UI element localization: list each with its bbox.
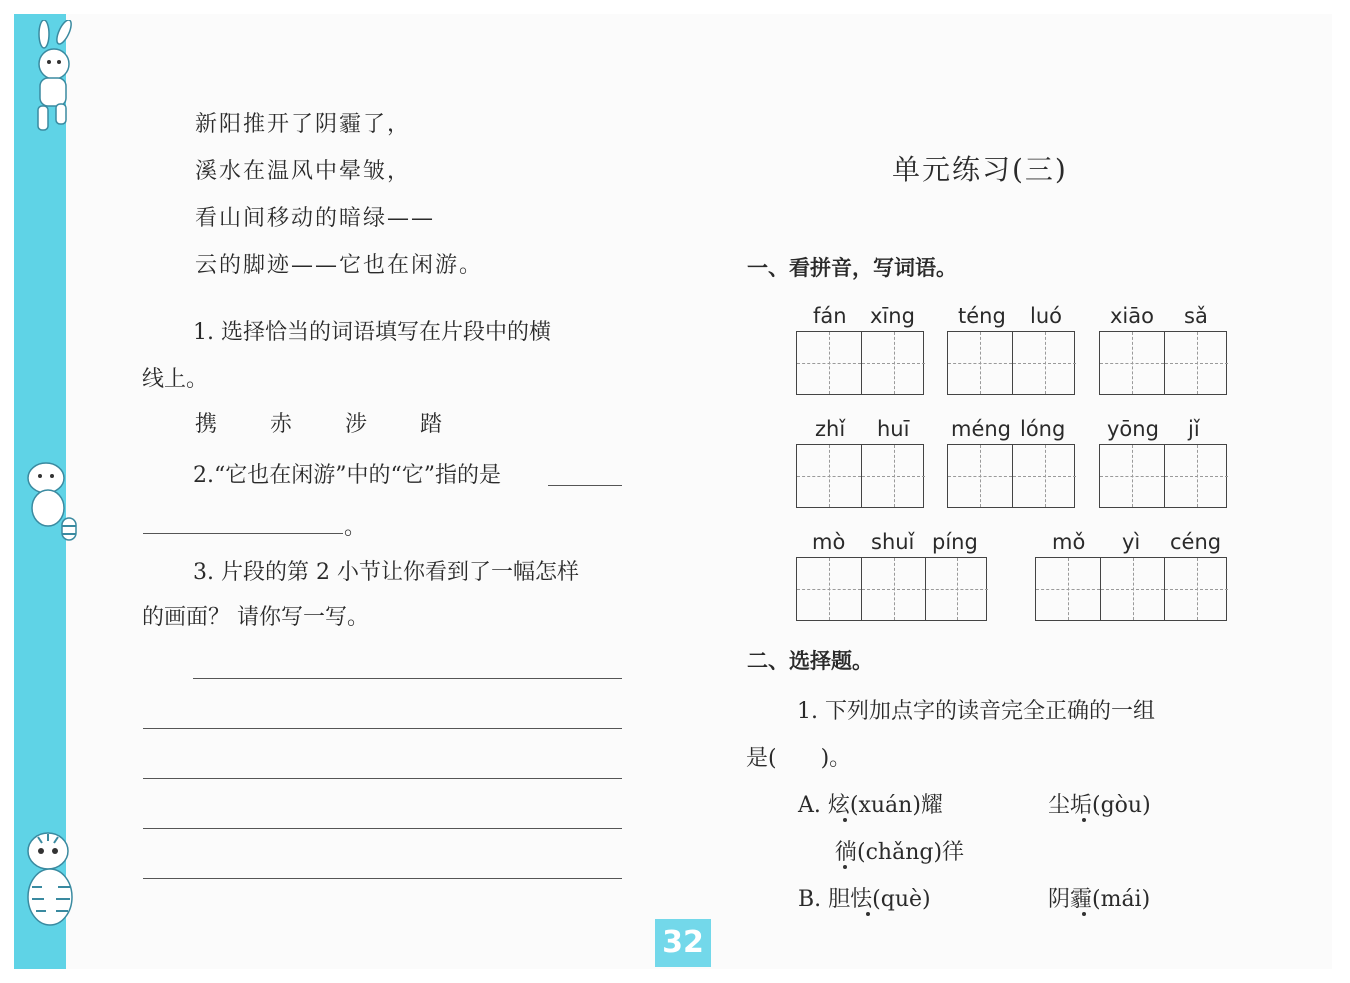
emphasis-dot [843, 818, 847, 822]
pinyin-label: zhǐ [815, 417, 846, 441]
pinyin-label: xiāo [1110, 304, 1154, 328]
writing-line[interactable] [143, 778, 622, 779]
option-b-word-1: B. 胆怯(què) [798, 887, 931, 912]
question-2-text: 2.“它也在闲游”中的“它”指的是 [193, 463, 501, 488]
word-option-1: 携 [195, 412, 218, 437]
option-a-word-1: A. 炫(xuán)耀 [798, 793, 943, 818]
pinyin-label: méng [951, 417, 1012, 441]
pinyin-label: fán [813, 304, 847, 328]
pinyin-label: yì [1122, 530, 1141, 554]
pinyin-label: mǒ [1052, 530, 1086, 554]
option-a-word-3: 徜(chǎng)徉 [835, 840, 965, 865]
pinyin-label: xīng [870, 304, 915, 328]
section-2-heading: 二、选择题。 [747, 649, 873, 673]
page-number: 32 [655, 919, 711, 967]
rabbit-mascot-icon [12, 20, 88, 140]
pinyin-label: píng [932, 530, 978, 554]
question-3-text-cont: 的画面？ 请你写一写。 [142, 605, 369, 630]
pinyin-label: huī [877, 417, 910, 441]
word-option-2: 赤 [270, 412, 293, 437]
choice-question-1-cont: 是( )。 [746, 746, 852, 771]
writing-line[interactable] [143, 728, 622, 729]
question-1-text: 1. 选择恰当的词语填写在片段中的横 [193, 320, 551, 345]
pinyin-label: luó [1030, 304, 1062, 328]
pinyin-label: yōng [1107, 417, 1159, 441]
emphasis-dot [1082, 912, 1086, 916]
pinyin-label: téng [958, 304, 1006, 328]
writing-grid[interactable] [1099, 331, 1227, 395]
tiger-mascot-icon [12, 825, 88, 940]
option-b-word-2: 阴霾(mái) [1048, 887, 1151, 912]
poem-line-3: 看山间移动的暗绿—— [195, 206, 436, 231]
emphasis-dot [1082, 818, 1086, 822]
writing-line[interactable] [193, 678, 622, 679]
writing-grid[interactable] [796, 557, 987, 621]
choice-question-1: 1. 下列加点字的读音完全正确的一组 [797, 699, 1155, 724]
poem-line-4: 云的脚迹——它也在闲游。 [195, 253, 484, 278]
pinyin-label: jǐ [1188, 417, 1200, 441]
question-2-end: 。 [344, 515, 367, 540]
pinyin-label: sǎ [1184, 304, 1208, 328]
word-option-4: 踏 [420, 412, 443, 437]
emphasis-dot [843, 865, 847, 869]
writing-grid[interactable] [1035, 557, 1227, 621]
option-a-word-2: 尘垢(gòu) [1048, 793, 1151, 818]
poem-line-2: 溪水在温风中晕皱， [195, 159, 412, 184]
pinyin-label: shuǐ [871, 530, 915, 554]
pinyin-label: lóng [1020, 417, 1066, 441]
pinyin-label: céng [1170, 530, 1222, 554]
answer-blank[interactable] [548, 485, 622, 486]
writing-grid[interactable] [947, 331, 1075, 395]
writing-grid[interactable] [796, 331, 924, 395]
writing-line[interactable] [143, 878, 622, 879]
pinyin-label: mò [812, 530, 846, 554]
section-1-heading: 一、看拼音，写词语。 [747, 256, 957, 280]
emphasis-dot [866, 912, 870, 916]
writing-grid[interactable] [947, 444, 1075, 508]
writing-line[interactable] [143, 828, 622, 829]
unit-title: 单元练习(三) [892, 153, 1068, 186]
question-3-text: 3. 片段的第 2 小节让你看到了一幅怎样 [193, 560, 579, 585]
poem-line-1: 新阳推开了阴霾了， [195, 112, 412, 137]
writing-grid[interactable] [796, 444, 924, 508]
raccoon-mascot-icon [10, 450, 86, 545]
answer-blank[interactable] [143, 533, 343, 534]
word-option-3: 涉 [345, 412, 368, 437]
question-1-text-cont: 线上。 [142, 367, 209, 392]
writing-grid[interactable] [1099, 444, 1227, 508]
